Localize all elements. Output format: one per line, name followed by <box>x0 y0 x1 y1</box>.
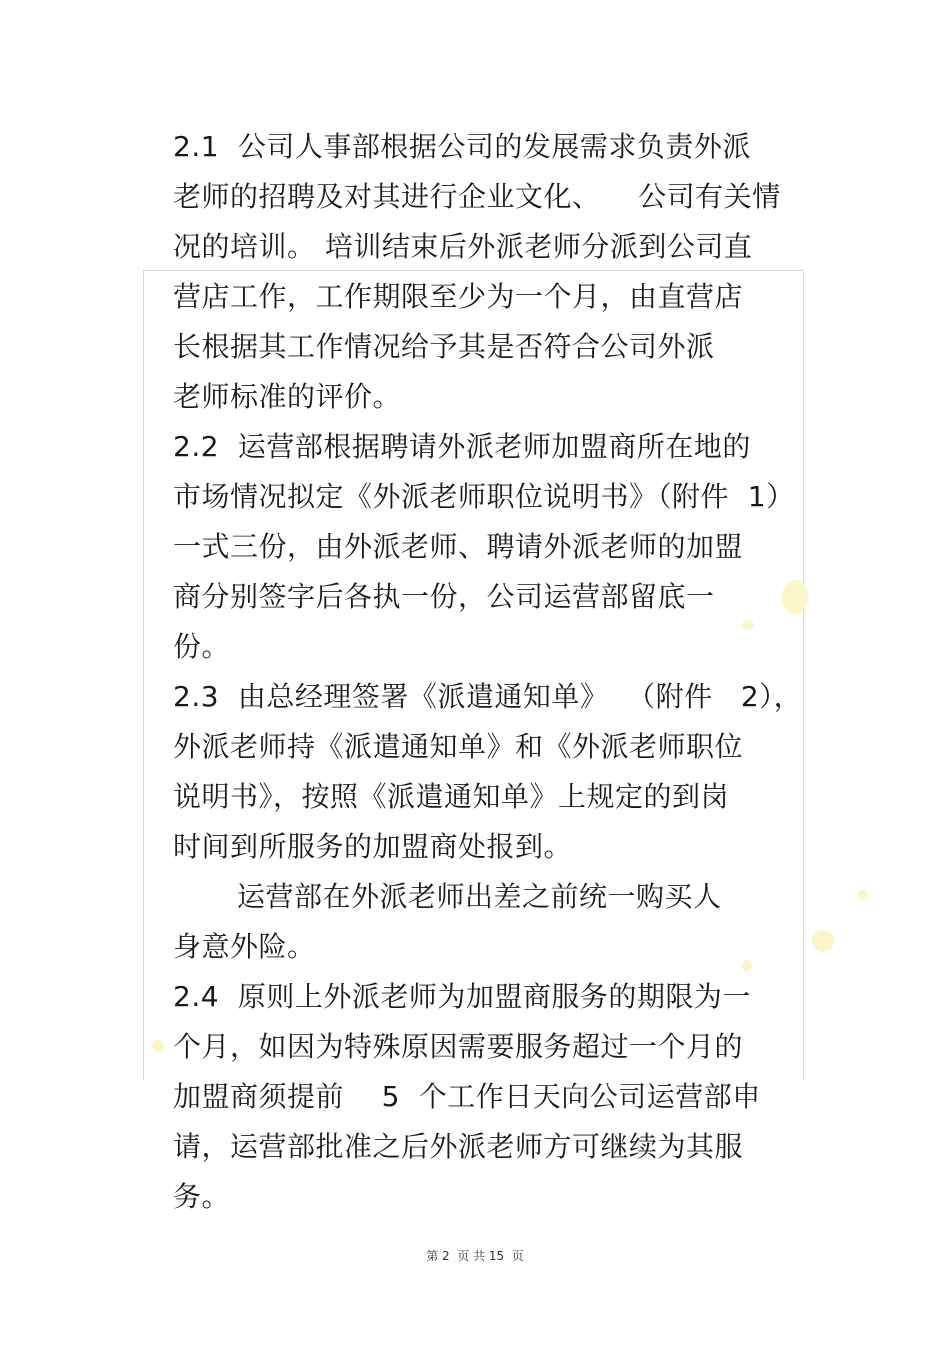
background-speck <box>858 890 868 900</box>
frame-right-border <box>803 270 804 1080</box>
text-line-7: 2.2 运营部根据聘请外派老师加盟商所在地的 <box>173 430 751 463</box>
text-line-10: 商分别签字后各执一份，公司运营部留底一 <box>173 580 715 613</box>
frame-top-border <box>143 270 804 271</box>
text-line-3: 况的培训。 培训结束后外派老师分派到公司直 <box>173 230 753 263</box>
text-line-18: 2.4 原则上外派老师为加盟商服务的期限为一 <box>173 980 751 1013</box>
text-line-6: 老师标准的评价。 <box>173 380 402 413</box>
text-line-21: 请，运营部批准之后外派老师方可继续为其服 <box>173 1130 744 1163</box>
text-line-9: 一式三份，由外派老师、聘请外派老师的加盟 <box>173 530 744 563</box>
background-speck <box>782 580 808 614</box>
background-speck <box>742 960 752 972</box>
text-line-15: 时间到所服务的加盟商处报到。 <box>173 830 573 863</box>
text-line-14: 说明书》，按照《派遣通知单》上规定的到岗 <box>173 780 730 813</box>
background-speck <box>742 620 754 630</box>
text-line-5: 长根据其工作情况给予其是否符合公司外派 <box>173 330 715 363</box>
text-line-16: 运营部在外派老师出差之前统一购买人 <box>237 880 722 913</box>
background-speck <box>812 930 834 952</box>
text-line-22: 务。 <box>173 1180 231 1213</box>
text-line-20: 加盟商须提前 5 个工作日天向公司运营部申 <box>173 1080 761 1113</box>
text-line-19: 个月，如因为特殊原因需要服务超过一个月的 <box>173 1030 744 1063</box>
frame-left-border <box>143 270 144 1080</box>
background-speck <box>152 1040 164 1052</box>
text-line-12: 2.3 由总经理签署《派遣通知单》 （附件 2）， <box>173 680 803 713</box>
text-line-11: 份。 <box>173 630 231 663</box>
text-line-1: 2.1 公司人事部根据公司的发展需求负责外派 <box>173 130 751 163</box>
text-line-13: 外派老师持《派遣通知单》和《外派老师职位 <box>173 730 744 763</box>
page-footer: 第 2 页 共 15 页 <box>426 1249 524 1263</box>
text-line-17: 身意外险。 <box>173 930 316 963</box>
text-line-8: 市场情况拟定《外派老师职位说明书》（附件 1） <box>173 480 795 513</box>
text-line-4: 营店工作，工作期限至少为一个月，由直营店 <box>173 280 744 313</box>
text-line-2: 老师的招聘及对其进行企业文化、 公司有关情 <box>173 180 781 213</box>
